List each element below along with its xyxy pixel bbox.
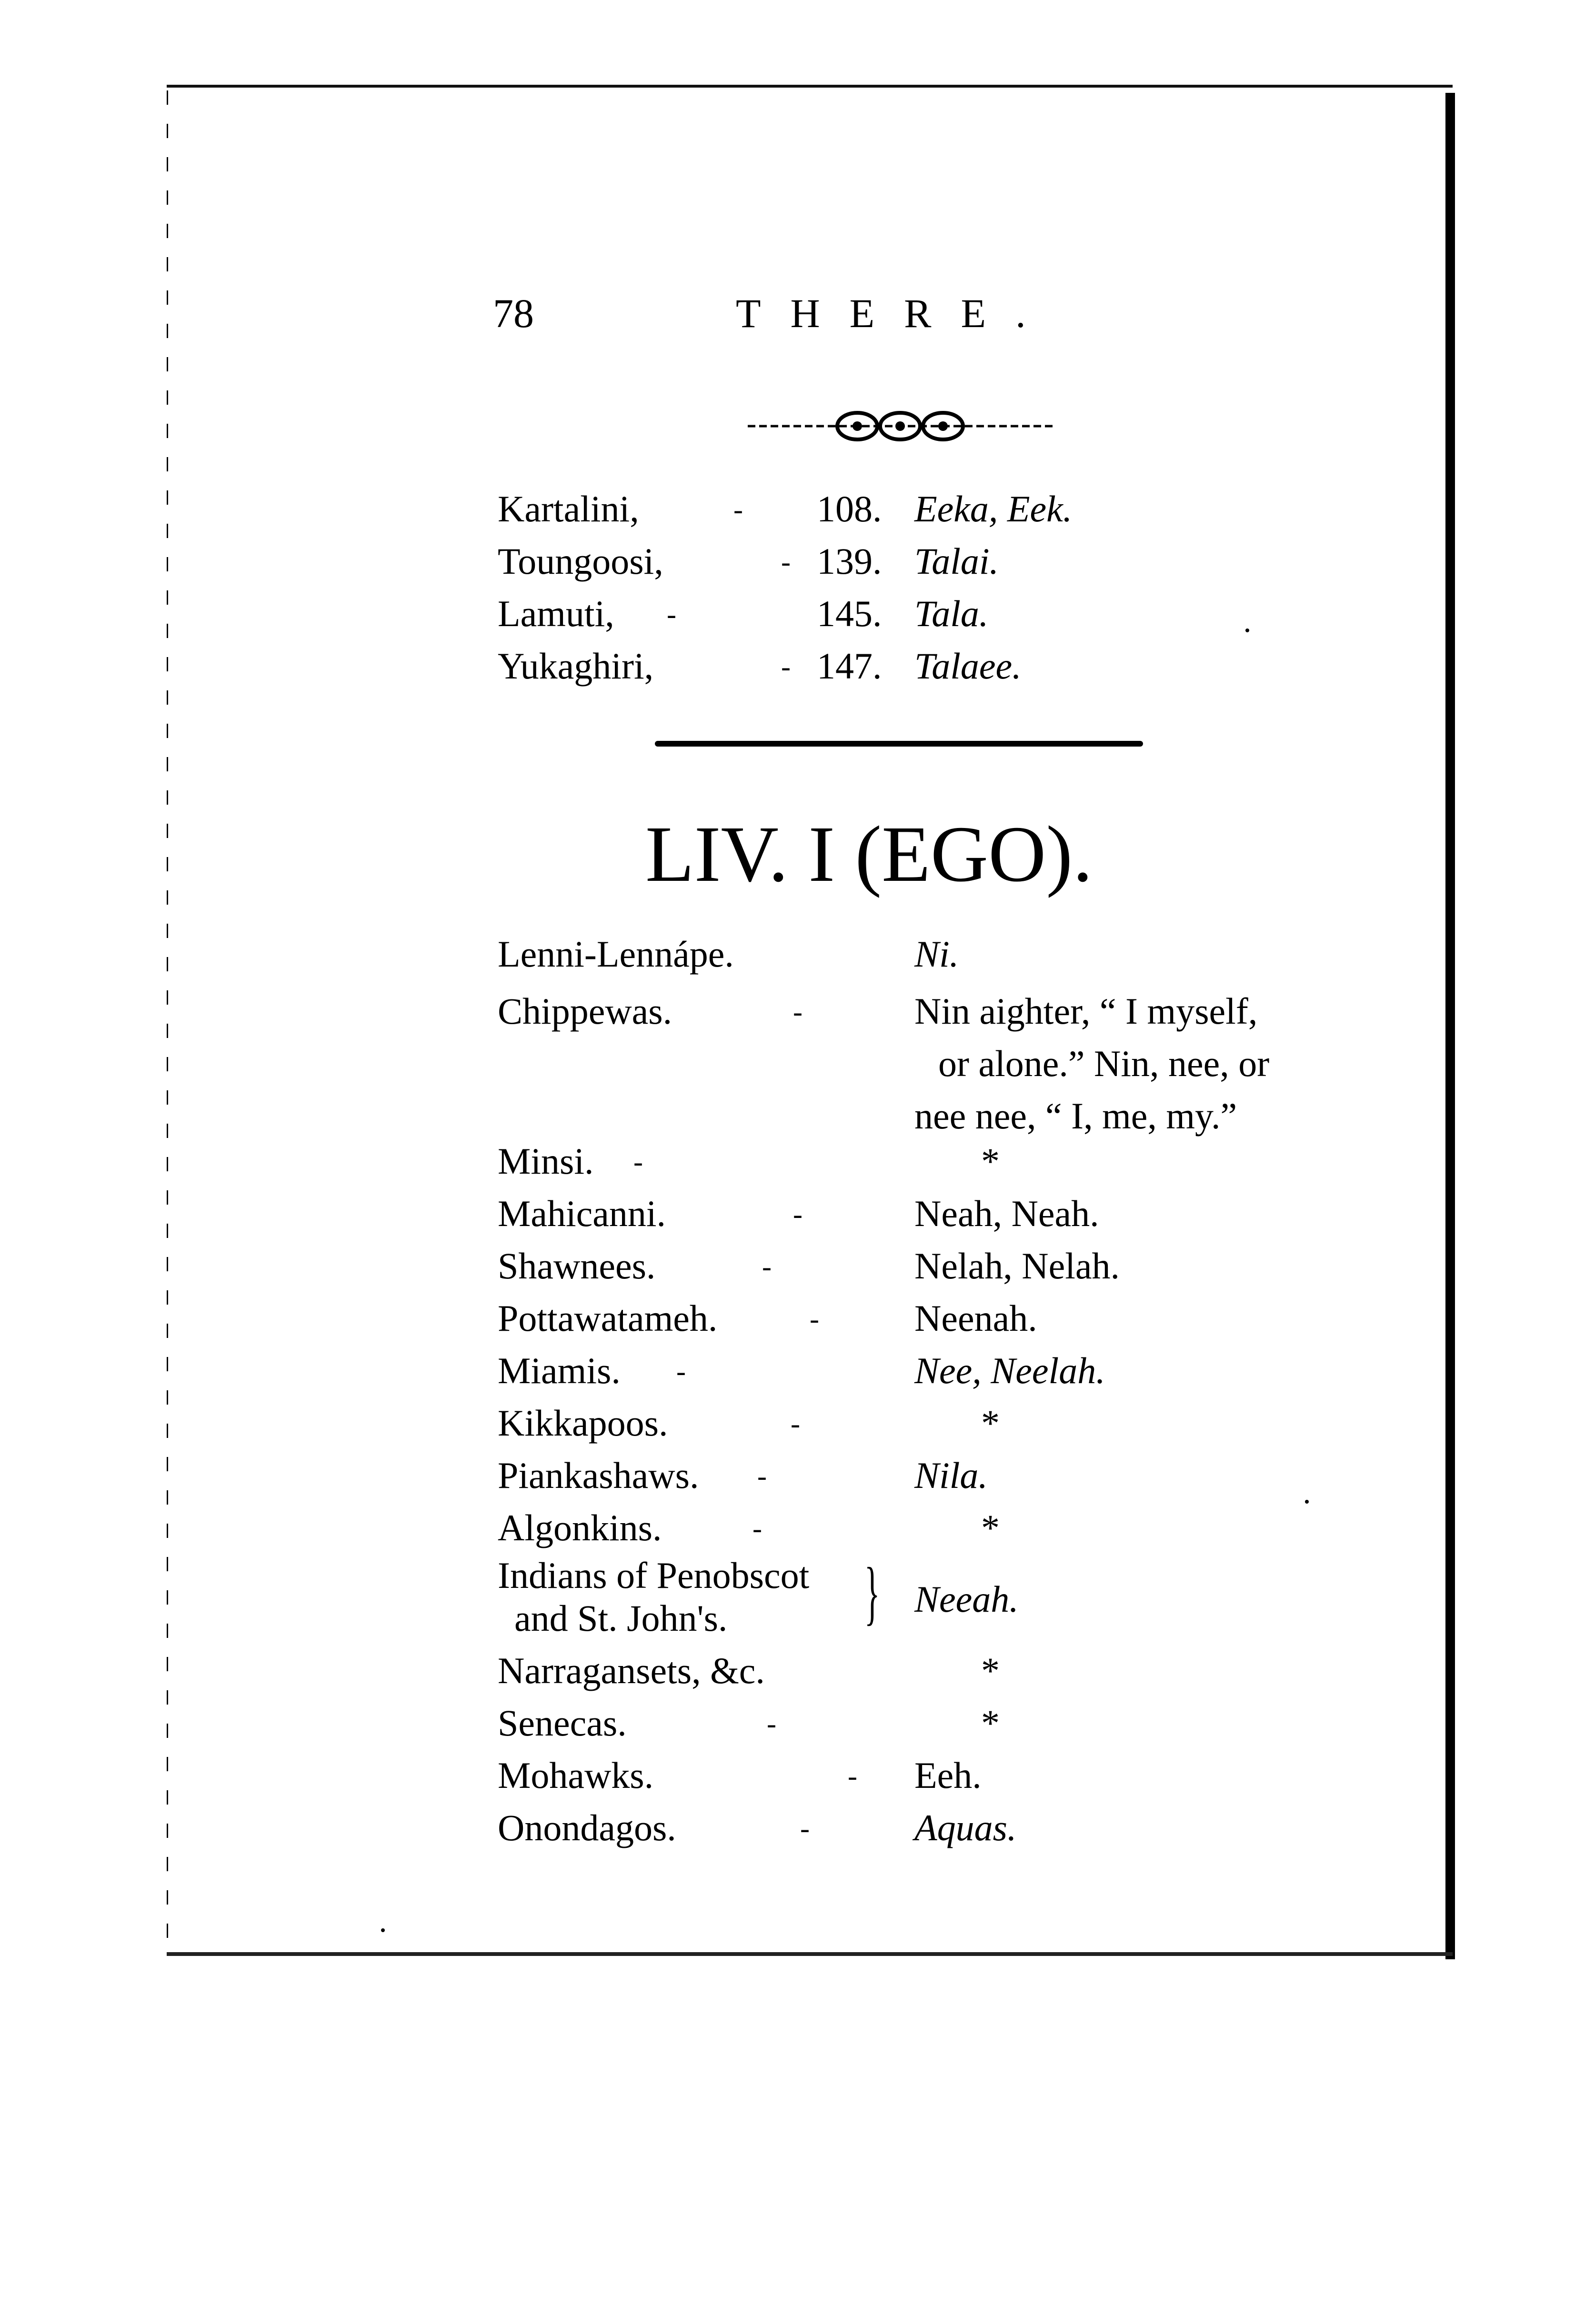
word-translation: Nelah, Nelah.	[914, 1245, 1120, 1287]
language-name: Lamuti,	[498, 593, 614, 634]
language-name: Miamis.	[498, 1350, 621, 1391]
language-name: Indians of Penobscot	[498, 1555, 810, 1596]
language-name: Senecas.	[498, 1702, 627, 1744]
word-translation: Neeah.	[914, 1578, 1019, 1620]
word-translation: Eeh.	[914, 1755, 982, 1796]
language-name: Yukaghiri,	[498, 645, 654, 687]
language-name: and St. John's.	[514, 1597, 728, 1639]
language-name: Minsi.	[498, 1140, 594, 1182]
leader-dash: -	[810, 1303, 819, 1335]
page-top-edge	[167, 85, 1453, 88]
language-name: Kikkapoos.	[498, 1402, 668, 1444]
leader-dash: -	[793, 996, 803, 1027]
language-name: Mahicanni.	[498, 1193, 666, 1234]
list-number: 147.	[817, 645, 882, 687]
leader-dash: -	[781, 546, 791, 578]
leader-dash: -	[752, 1513, 762, 1544]
ornament-icon	[748, 409, 1053, 443]
leader-dash: -	[848, 1760, 857, 1792]
language-name: Mohawks.	[498, 1755, 654, 1796]
language-name: Piankashaws.	[498, 1455, 699, 1496]
word-translation: Talai.	[914, 540, 999, 582]
leader-dash: -	[800, 1813, 810, 1844]
page-bottom-edge	[167, 1952, 1453, 1956]
word-translation: *	[981, 1507, 1000, 1548]
language-name: Kartalini,	[498, 488, 639, 529]
language-name: Lenni-Lennápe.	[498, 933, 734, 975]
scan-speck	[1245, 628, 1249, 632]
leader-dash: -	[791, 1408, 800, 1439]
word-translation: *	[981, 1702, 1000, 1744]
leader-dash: -	[733, 494, 743, 525]
scan-speck	[1305, 1500, 1309, 1504]
word-translation: Neah, Neah.	[914, 1193, 1099, 1234]
language-name: Onondagos.	[498, 1807, 676, 1848]
word-translation: *	[981, 1650, 1000, 1691]
language-name: Shawnees.	[498, 1245, 656, 1287]
page-left-edge	[167, 90, 168, 1955]
language-name: Toungoosi,	[498, 540, 663, 582]
word-translation: Talaee.	[914, 645, 1022, 687]
language-name: Algonkins.	[498, 1507, 662, 1548]
language-name: Pottawatameh.	[498, 1297, 718, 1339]
leader-dash: -	[762, 1251, 772, 1282]
leader-dash: -	[781, 651, 791, 682]
word-translation: *	[981, 1402, 1000, 1444]
page-right-edge	[1445, 93, 1455, 1959]
leader-dash: -	[767, 1708, 776, 1739]
list-number: 145.	[817, 593, 882, 634]
scan-speck	[381, 1928, 385, 1932]
page-number: 78	[493, 290, 534, 336]
word-translation: Nila.	[914, 1455, 988, 1496]
word-translation: Aquas.	[914, 1807, 1017, 1848]
leader-dash: -	[676, 1356, 686, 1387]
list-number: 139.	[817, 540, 882, 582]
section-heading: LIV. I (EGO).	[645, 810, 1093, 898]
word-translation: or alone.” Nin, nee, or	[938, 1043, 1270, 1084]
word-translation: Eeka, Eek.	[914, 488, 1073, 529]
leader-dash: -	[757, 1460, 767, 1492]
leader-dash: -	[793, 1198, 803, 1230]
list-number: 108.	[817, 488, 882, 529]
language-name: Narragansets, &c.	[498, 1650, 765, 1691]
word-translation: *	[981, 1140, 1000, 1182]
leader-dash: -	[667, 598, 676, 630]
language-name: Chippewas.	[498, 990, 672, 1032]
word-translation: Tala.	[914, 593, 989, 634]
section-rule	[655, 741, 1143, 747]
running-title: THERE.	[736, 290, 1055, 336]
word-translation: Neenah.	[914, 1297, 1037, 1339]
word-translation: Ni.	[914, 933, 959, 975]
word-translation: Nee, Neelah.	[914, 1350, 1105, 1391]
word-translation: Nin aighter, “ I myself,	[914, 990, 1258, 1032]
word-translation: nee nee, “ I, me, my.”	[914, 1095, 1237, 1137]
leader-dash: -	[633, 1146, 643, 1177]
brace-icon: }	[864, 1553, 880, 1632]
